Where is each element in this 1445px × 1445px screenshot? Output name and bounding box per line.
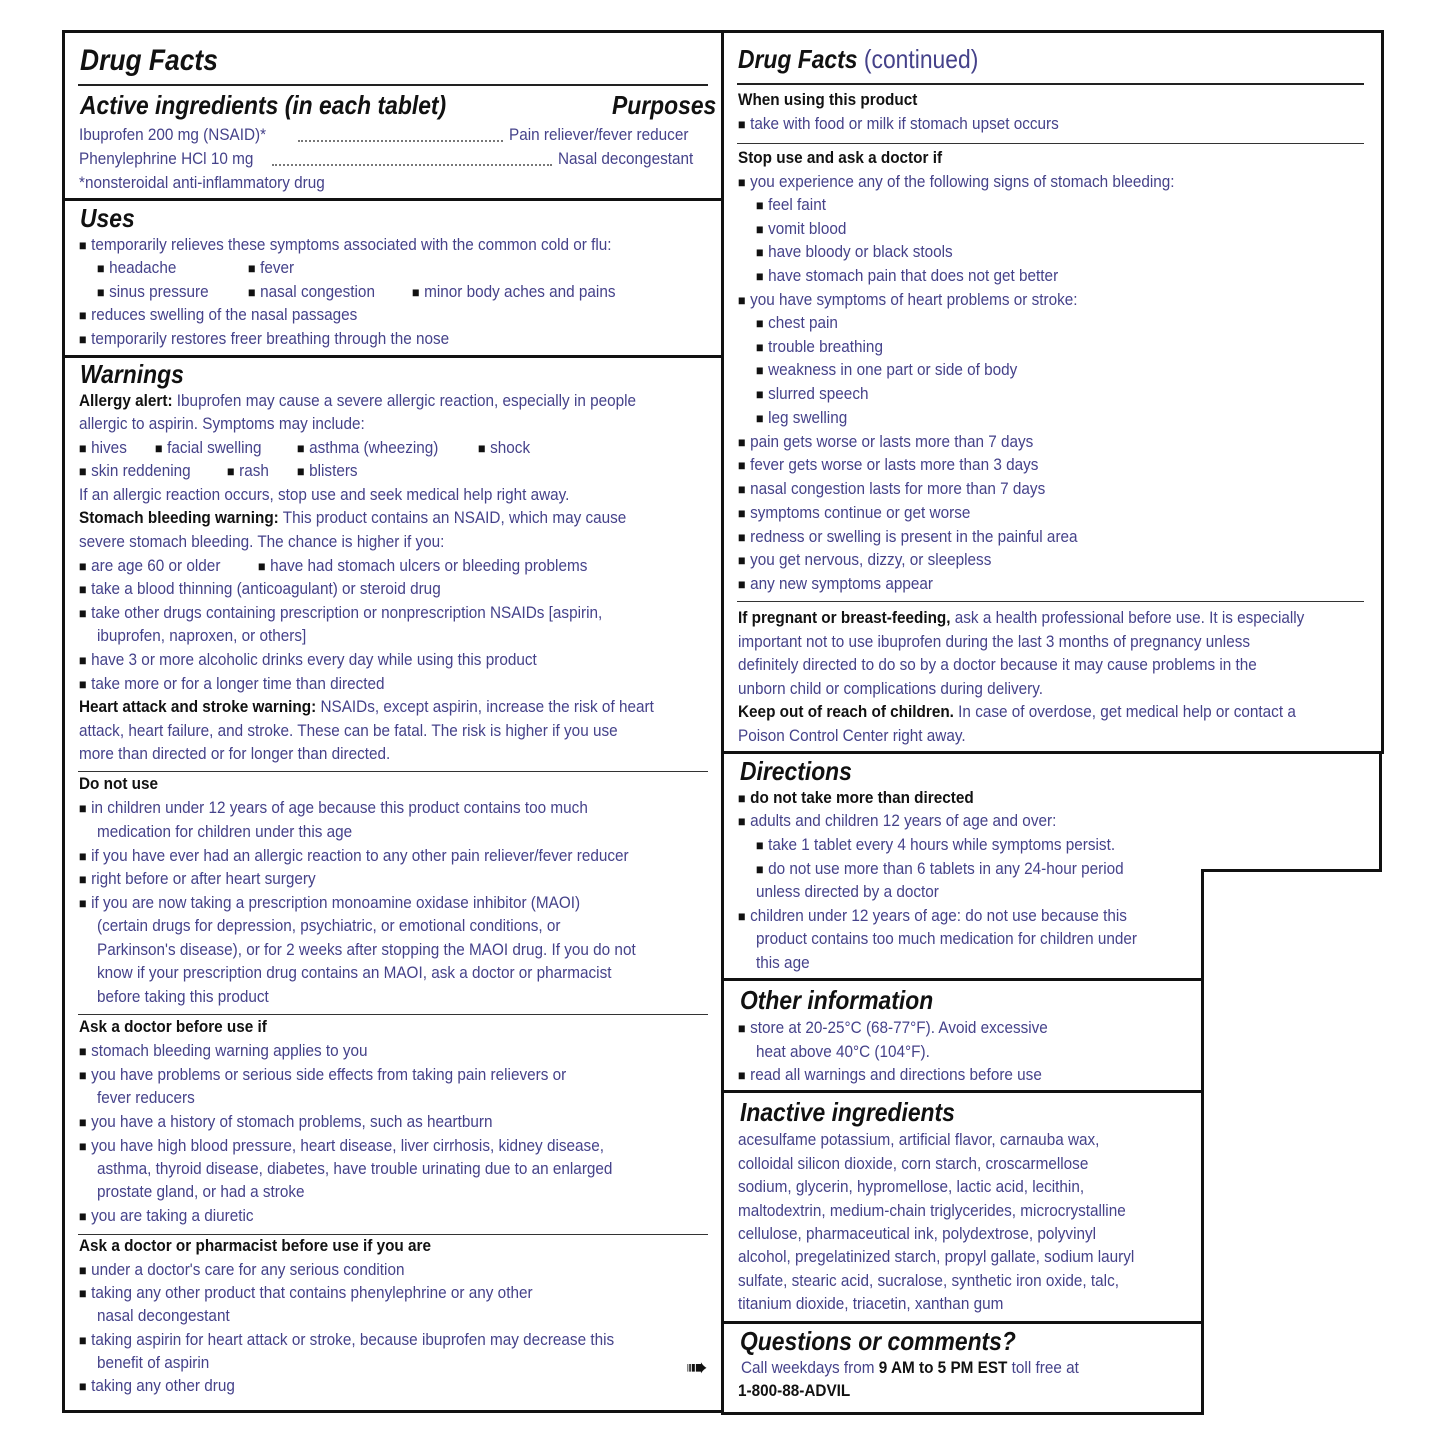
do-not-use-cont: medication for children under this age: [97, 822, 353, 841]
drug-facts-title: Drug Facts: [80, 44, 218, 77]
divider: [737, 601, 1364, 602]
uses-heading: Uses: [80, 203, 135, 233]
stop-use-subitem: ■ trouble breathing: [756, 337, 883, 357]
symptom: ■ shock: [478, 438, 530, 458]
stop-use-item: ■ any new symptoms appear: [738, 574, 933, 594]
questions-heading: Questions or comments?: [740, 1326, 1016, 1356]
stomach-item: ■ have had stomach ulcers or bleeding problems: [258, 556, 587, 576]
stop-use-item: ■ you get nervous, dizzy, or sleepless: [738, 550, 991, 570]
uses-line: ■ sinus pressure: [97, 282, 209, 302]
do-not-use-heading: Do not use: [79, 774, 159, 793]
ingredient-2-purpose: Nasal decongestant: [558, 149, 694, 168]
keep-out-of-reach: Keep out of reach of children. In case of overdose, get medical help or contact a: [738, 702, 1296, 721]
ask-doctor-item: ■ you have a history of stomach problems, such as heartburn: [79, 1112, 493, 1132]
divider: [78, 771, 708, 772]
stop-use-item: ■ fever gets worse or lasts more than 3 days: [738, 455, 1038, 475]
inactive-line: alcohol, pregelatinized starch, propyl gallate, sodium lauryl: [738, 1247, 1135, 1266]
stomach-item: ■ are age 60 or older: [79, 556, 220, 576]
ask-doctor-item: ■ you are taking a diuretic: [79, 1206, 254, 1226]
other-info-heading: Other information: [740, 985, 934, 1015]
questions-phone: 1-800-88-ADVIL: [738, 1381, 851, 1400]
ask-doctor-heading: Ask a doctor before use if: [79, 1017, 267, 1036]
ingredient-1-name: Ibuprofen 200 mg (NSAID)*: [79, 125, 267, 144]
symptom: ■ skin reddening: [79, 461, 191, 481]
symptom: ■ rash: [227, 461, 269, 481]
stop-use-item: ■ redness or swelling is present in the painful area: [738, 527, 1078, 547]
do-not-use-cont: know if your prescription drug contains an MAOI, ask a doctor or pharmacist: [97, 963, 612, 982]
stop-use-subitem: ■ slurred speech: [756, 384, 868, 404]
do-not-use-cont: Parkinson's disease), or for 2 weeks after stopping the MAOI drug. If you do not: [97, 940, 636, 959]
inactive-line: colloidal silicon dioxide, corn starch, croscarmellose: [738, 1154, 1089, 1173]
when-using-heading: When using this product: [738, 90, 918, 109]
inactive-heading: Inactive ingredients: [740, 1097, 955, 1127]
inactive-line: sodium, glycerin, hypromellose, lactic acid, lecithin,: [738, 1177, 1085, 1196]
uses-line: ■ nasal congestion: [248, 282, 375, 302]
ask-pharmacist-item: ■ taking any other drug: [79, 1376, 235, 1396]
divider: [78, 1234, 708, 1235]
symptom: ■ blisters: [297, 461, 358, 481]
do-not-use-item: ■ if you have ever had an allergic reaction to any other pain reliever/fever reducer: [79, 846, 629, 866]
uses-line: ■ temporarily restores freer breathing through the nose: [79, 329, 449, 349]
title-rule: [737, 83, 1364, 85]
stop-use-subitem: ■ have bloody or black stools: [756, 242, 953, 262]
other-info-item: ■ read all warnings and directions before use: [738, 1065, 1042, 1085]
symptom: ■ asthma (wheezing): [297, 438, 438, 458]
stop-use-heading: Stop use and ask a doctor if: [738, 148, 943, 167]
stomach-warning-cont: severe stomach bleeding. The chance is higher if you:: [79, 532, 445, 551]
ingredient-2-name: Phenylephrine HCl 10 mg: [79, 149, 254, 168]
stop-use-subitem: ■ leg swelling: [756, 408, 847, 428]
ask-pharmacist-item: ■ under a doctor's care for any serious condition: [79, 1260, 404, 1280]
ask-pharmacist-item: ■ taking any other product that contains phenylephrine or any other: [79, 1283, 533, 1303]
ask-doctor-cont: fever reducers: [97, 1088, 195, 1107]
inactive-line: titanium dioxide, triacetin, xanthan gum: [738, 1294, 1004, 1313]
heart-warning-cont: attack, heart failure, and stroke. These can be fatal. The risk is higher if you use: [79, 721, 618, 740]
divider: [737, 143, 1364, 144]
directions-step: [1201, 869, 1382, 872]
divider: [78, 1014, 708, 1015]
directions-subitem: ■ do not use more than 6 tablets in any 24-hour period: [756, 859, 1124, 879]
symptom: ■ hives: [79, 438, 127, 458]
directions-heading: Directions: [740, 756, 852, 786]
stop-use-subitem: ■ vomit blood: [756, 219, 846, 239]
ask-pharmacist-cont: benefit of aspirin: [97, 1353, 210, 1372]
stomach-item: ■ take more or for a longer time than directed: [79, 674, 385, 694]
directions-item: ■ adults and children 12 years of age and over:: [738, 811, 1056, 831]
questions-call-line: Call weekdays from 9 AM to 5 PM EST toll free at: [741, 1358, 1079, 1377]
uses-line: ■ headache: [97, 258, 176, 278]
inactive-line: sulfate, stearic acid, sucralose, synthetic iron oxide, talc,: [738, 1271, 1119, 1290]
continued-title: Drug Facts (continued): [738, 44, 979, 74]
stomach-item: ■ have 3 or more alcoholic drinks every day while using this product: [79, 650, 537, 670]
stop-use-item: ■ nasal congestion lasts for more than 7 days: [738, 479, 1045, 499]
stop-use-subitem: ■ chest pain: [756, 313, 838, 333]
ask-pharmacist-cont: nasal decongestant: [97, 1306, 230, 1325]
uses-line: ■ fever: [248, 258, 294, 278]
directions-cont: product contains too much medication for children under: [756, 929, 1138, 948]
pregnancy-warning-cont: unborn child or complications during delivery.: [738, 679, 1044, 698]
allergy-alert-cont: allergic to aspirin. Symptoms may include:: [79, 414, 365, 433]
pregnancy-warning: If pregnant or breast-feeding, ask a health professional before use. It is especially: [738, 608, 1305, 627]
ask-doctor-item: ■ you have problems or serious side effects from taking pain relievers or: [79, 1065, 566, 1085]
do-not-use-item: ■ in children under 12 years of age because this product contains too much: [79, 798, 588, 818]
allergy-after: If an allergic reaction occurs, stop use and seek medical help right away.: [79, 485, 570, 504]
ask-doctor-cont: prostate gland, or had a stroke: [97, 1182, 305, 1201]
heart-warning: Heart attack and stroke warning: NSAIDs, except aspirin, increase the risk of heart: [79, 697, 654, 716]
directions-item: ■ do not take more than directed: [738, 788, 974, 808]
continue-arrow-icon: ➠: [686, 1352, 708, 1382]
do-not-use-cont: before taking this product: [97, 987, 269, 1006]
do-not-use-cont: (certain drugs for depression, psychiatric, or emotional conditions, or: [97, 916, 561, 935]
warnings-heading: Warnings: [80, 359, 184, 389]
ask-doctor-item: ■ you have high blood pressure, heart disease, liver cirrhosis, kidney disease,: [79, 1136, 604, 1156]
allergy-alert: Allergy alert: Ibuprofen may cause a severe allergic reaction, especially in people: [79, 391, 637, 410]
other-info-item: ■ store at 20-25°C (68-77°F). Avoid excessive: [738, 1018, 1048, 1038]
purposes-heading: Purposes: [612, 90, 717, 120]
directions-cont: unless directed by a doctor: [756, 882, 939, 901]
directions-cont: this age: [756, 953, 810, 972]
directions-subitem: ■ take 1 tablet every 4 hours while symptoms persist.: [756, 835, 1115, 855]
title-rule: [78, 84, 708, 86]
ask-doctor-cont: asthma, thyroid disease, diabetes, have trouble urinating due to an enlarged: [97, 1159, 613, 1178]
pregnancy-warning-cont: important not to use ibuprofen during the last 3 months of pregnancy unless: [738, 632, 1251, 651]
do-not-use-item: ■ if you are now taking a prescription monoamine oxidase inhibitor (MAOI): [79, 893, 580, 913]
inactive-line: cellulose, pharmaceutical ink, polydextrose, polyvinyl: [738, 1224, 1097, 1243]
other-info-cont: heat above 40°C (104°F).: [756, 1042, 930, 1061]
ingredient-1-leader: [298, 140, 503, 142]
directions-item: ■ children under 12 years of age: do not use because this: [738, 906, 1127, 926]
active-ingredients-heading: Active ingredients (in each tablet): [80, 90, 447, 120]
symptom: ■ facial swelling: [155, 438, 262, 458]
nsaid-footnote: *nonsteroidal anti-inflammatory drug: [79, 173, 325, 192]
heart-warning-cont: more than directed or for longer than directed.: [79, 744, 391, 763]
stop-use-item: ■ symptoms continue or get worse: [738, 503, 970, 523]
uses-line: ■ reduces swelling of the nasal passages: [79, 305, 357, 325]
stop-use-subitem: ■ weakness in one part or side of body: [756, 360, 1017, 380]
stop-use-subitem: ■ have stomach pain that does not get better: [756, 266, 1058, 286]
stomach-item-cont: ibuprofen, naproxen, or others]: [97, 626, 307, 645]
ingredient-2-leader: [272, 164, 552, 166]
stop-use-item: ■ you have symptoms of heart problems or stroke:: [738, 290, 1078, 310]
ingredient-1-purpose: Pain reliever/fever reducer: [509, 125, 689, 144]
keep-out-of-reach-cont: Poison Control Center right away.: [738, 726, 966, 745]
inactive-line: maltodextrin, medium-chain triglycerides, microcrystalline: [738, 1201, 1126, 1220]
pregnancy-warning-cont: definitely directed to do so by a doctor because it may cause problems in the: [738, 655, 1257, 674]
stop-use-item: ■ pain gets worse or lasts more than 7 days: [738, 432, 1033, 452]
uses-line: ■ minor body aches and pains: [412, 282, 615, 302]
ask-doctor-item: ■ stomach bleeding warning applies to you: [79, 1041, 368, 1061]
when-using-item: ■ take with food or milk if stomach upset occurs: [738, 114, 1059, 134]
stomach-item: ■ take other drugs containing prescription or nonprescription NSAIDs [aspirin,: [79, 603, 602, 623]
stomach-item: ■ take a blood thinning (anticoagulant) or steroid drug: [79, 579, 441, 599]
ask-pharmacist-heading: Ask a doctor or pharmacist before use if you are: [79, 1236, 432, 1255]
stomach-warning: Stomach bleeding warning: This product contains an NSAID, which may cause: [79, 508, 627, 527]
stop-use-subitem: ■ feel faint: [756, 195, 826, 215]
stop-use-item: ■ you experience any of the following signs of stomach bleeding:: [738, 172, 1175, 192]
ask-pharmacist-item: ■ taking aspirin for heart attack or stroke, because ibuprofen may decrease this: [79, 1330, 614, 1350]
uses-line: ■ temporarily relieves these symptoms associated with the common cold or flu:: [79, 235, 612, 255]
do-not-use-item: ■ right before or after heart surgery: [79, 869, 316, 889]
inactive-line: acesulfame potassium, artificial flavor, carnauba wax,: [738, 1130, 1100, 1149]
